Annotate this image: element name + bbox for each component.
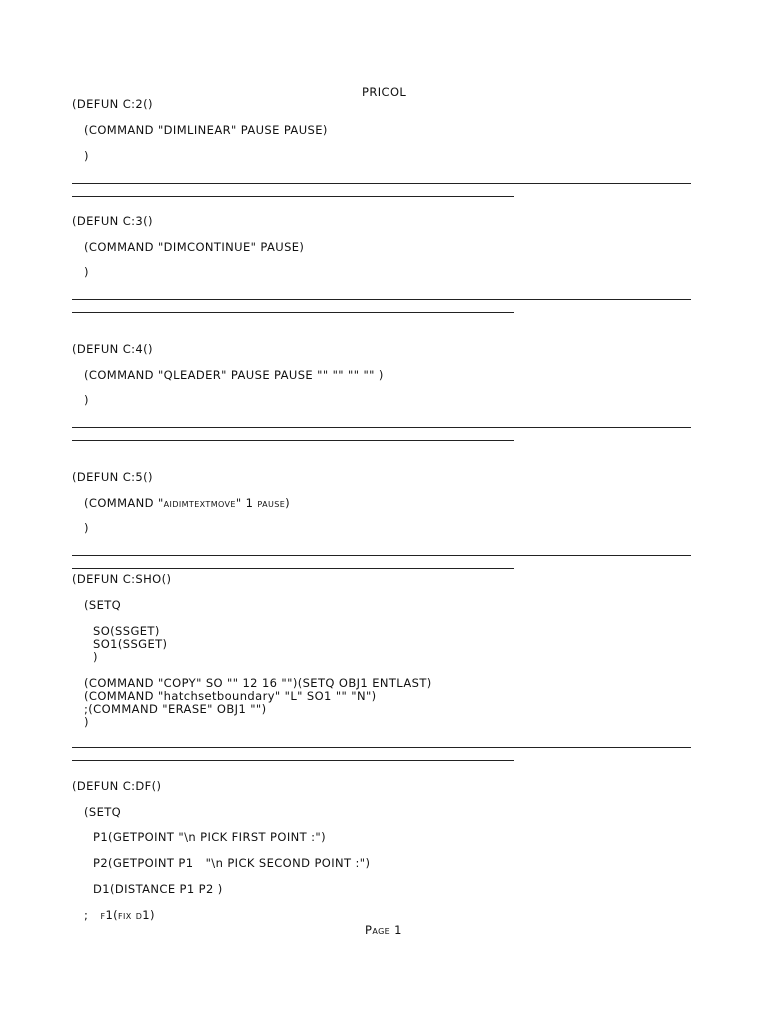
dashed-separator-line	[72, 568, 514, 569]
code-line: P1(GETPOINT "\n PICK FIRST POINT :")	[93, 830, 326, 844]
code-line: )	[84, 393, 89, 407]
page-header-title: PRICOL	[362, 85, 407, 99]
code-line: (COMMAND "QLEADER" PAUSE PAUSE "" "" "" "" )	[84, 368, 384, 382]
code-line: ;(COMMAND "ERASE" OBJ1 "")	[84, 702, 267, 716]
code-line: (DEFUN C:5()	[72, 470, 153, 484]
code-line: )	[84, 521, 89, 535]
code-line: (DEFUN C:3()	[72, 214, 153, 228]
dashed-separator-line	[72, 555, 691, 556]
dashed-separator-line	[72, 299, 691, 300]
code-line: D1(DISTANCE P1 P2 )	[93, 882, 223, 896]
code-line: (DEFUN C:2()	[72, 97, 153, 111]
code-line: (COMMAND "COPY" SO "" 12 16 "")(SETQ OBJ1 ENTLAST)	[84, 676, 432, 690]
dashed-separator-line	[72, 183, 691, 184]
dashed-separator-line	[72, 312, 514, 313]
dashed-separator-line	[72, 747, 691, 748]
code-line: (COMMAND "DIMCONTINUE" PAUSE)	[84, 240, 305, 254]
code-line: (COMMAND "hatchsetboundary" "L" SO1 "" "N")	[84, 689, 377, 703]
code-line: SO(SSGET)	[93, 624, 160, 638]
page-footer-number: Page 1	[365, 923, 402, 937]
code-line: (DEFUN C:DF()	[72, 779, 162, 793]
dashed-separator-line	[72, 196, 514, 197]
dashed-separator-line	[72, 440, 514, 441]
code-line: (SETQ	[84, 805, 122, 819]
code-line: P2(GETPOINT P1 "\n PICK SECOND POINT :")	[93, 856, 371, 870]
dashed-separator-line	[72, 427, 691, 428]
code-line: (DEFUN C:4()	[72, 342, 153, 356]
code-line: )	[93, 650, 98, 664]
code-line: SO1(SSGET)	[93, 637, 168, 651]
code-line: (SETQ	[84, 598, 122, 612]
code-line: )	[84, 265, 89, 279]
dashed-separator-line	[72, 760, 514, 761]
code-line: ; f1(fix d1)	[84, 908, 155, 922]
code-line: (DEFUN C:SHO()	[72, 572, 172, 586]
code-line: )	[84, 715, 89, 729]
code-line: )	[84, 149, 89, 163]
code-line: (COMMAND "aidimtextmove" 1 pause)	[84, 496, 291, 510]
code-line: (COMMAND "DIMLINEAR" PAUSE PAUSE)	[84, 123, 328, 137]
